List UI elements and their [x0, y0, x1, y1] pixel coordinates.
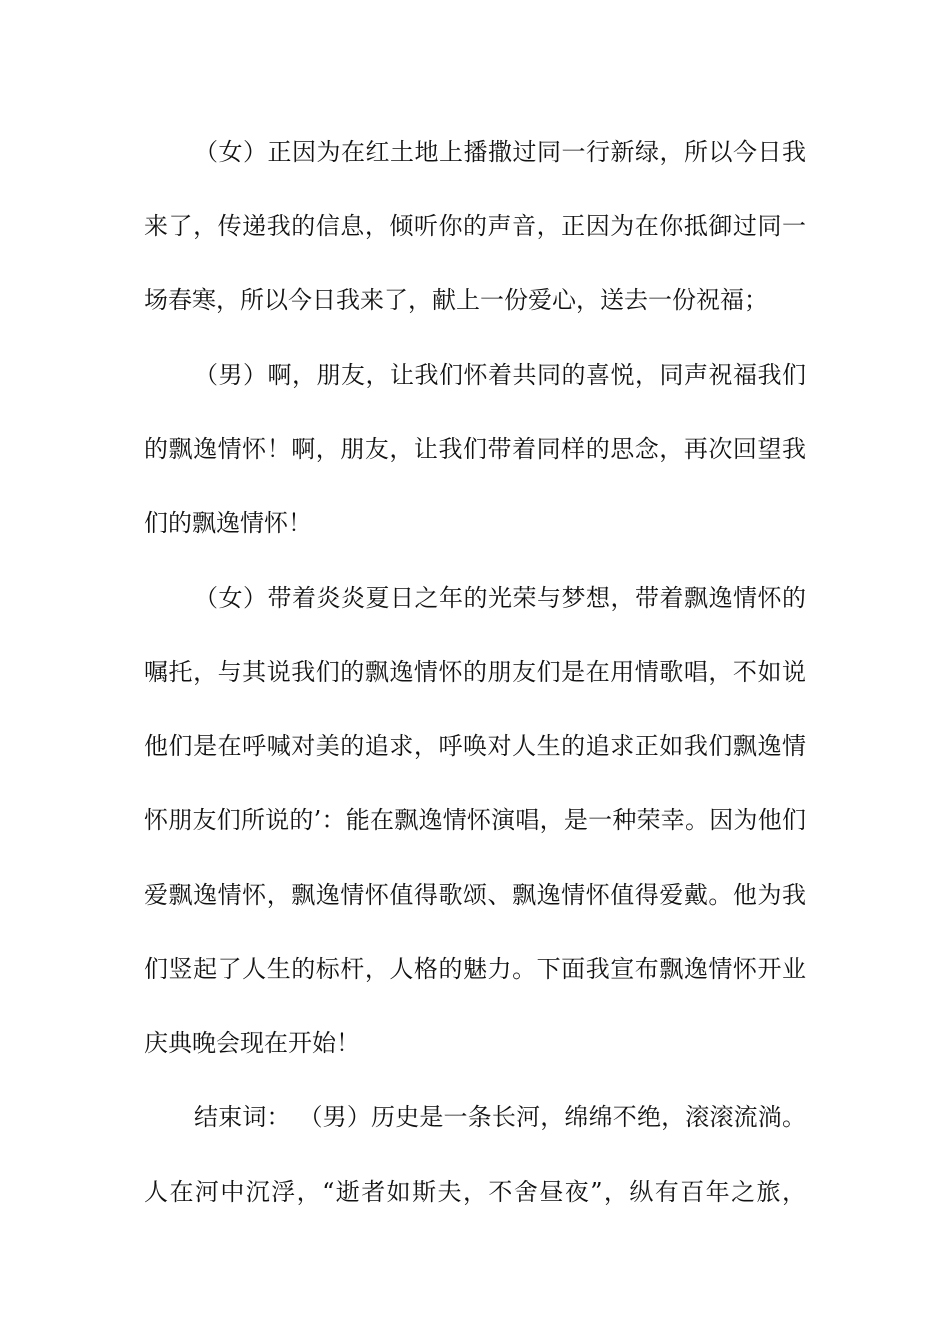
paragraph-line: 嘱托，与其说我们的飘逸情怀的朋友们是在用情歌唱，不如说: [144, 658, 806, 686]
paragraph-line: （男）啊，朋友，让我们怀着共同的喜悦，同声祝福我们: [194, 361, 806, 389]
paragraph-line: 怀朋友们所说的’：能在飘逸情怀演唱，是一种荣幸。因为他们: [144, 806, 806, 834]
paragraph-line: （女）带着炎炎夏日之年的光荣与梦想，带着飘逸情怀的: [194, 584, 806, 612]
paragraph-line: 庆典晚会现在开始！: [144, 1029, 360, 1057]
paragraph-line: 们的飘逸情怀！: [144, 509, 312, 537]
paragraph-line: 爱飘逸情怀，飘逸情怀值得歌颂、飘逸情怀值得爱戴。他为我: [144, 881, 806, 909]
paragraph-line: 的飘逸情怀！啊，朋友，让我们带着同样的思念，再次回望我: [144, 435, 806, 463]
paragraph-line: 他们是在呼喊对美的追求，呼唤对人生的追求正如我们飘逸情: [144, 732, 806, 760]
paragraph-line: 们竖起了人生的标杆，人格的魅力。下面我宣布飘逸情怀开业: [144, 955, 806, 983]
paragraph-line: 人在河中沉浮，“逝者如斯夫，不舍昼夜”，纵有百年之旅，: [144, 1178, 806, 1206]
paragraph-line: 结束词： （男）历史是一条长河，绵绵不绝，滚滚流淌。: [194, 1103, 806, 1131]
paragraph-line: 来了，传递我的信息，倾听你的声音，正因为在你抵御过同一: [144, 212, 806, 240]
paragraph-line: （女）正因为在红土地上播撒过同一行新绿，所以今日我: [194, 138, 806, 166]
paragraph-line: 场春寒，所以今日我来了，献上一份爱心，送去一份祝福；: [144, 286, 768, 314]
